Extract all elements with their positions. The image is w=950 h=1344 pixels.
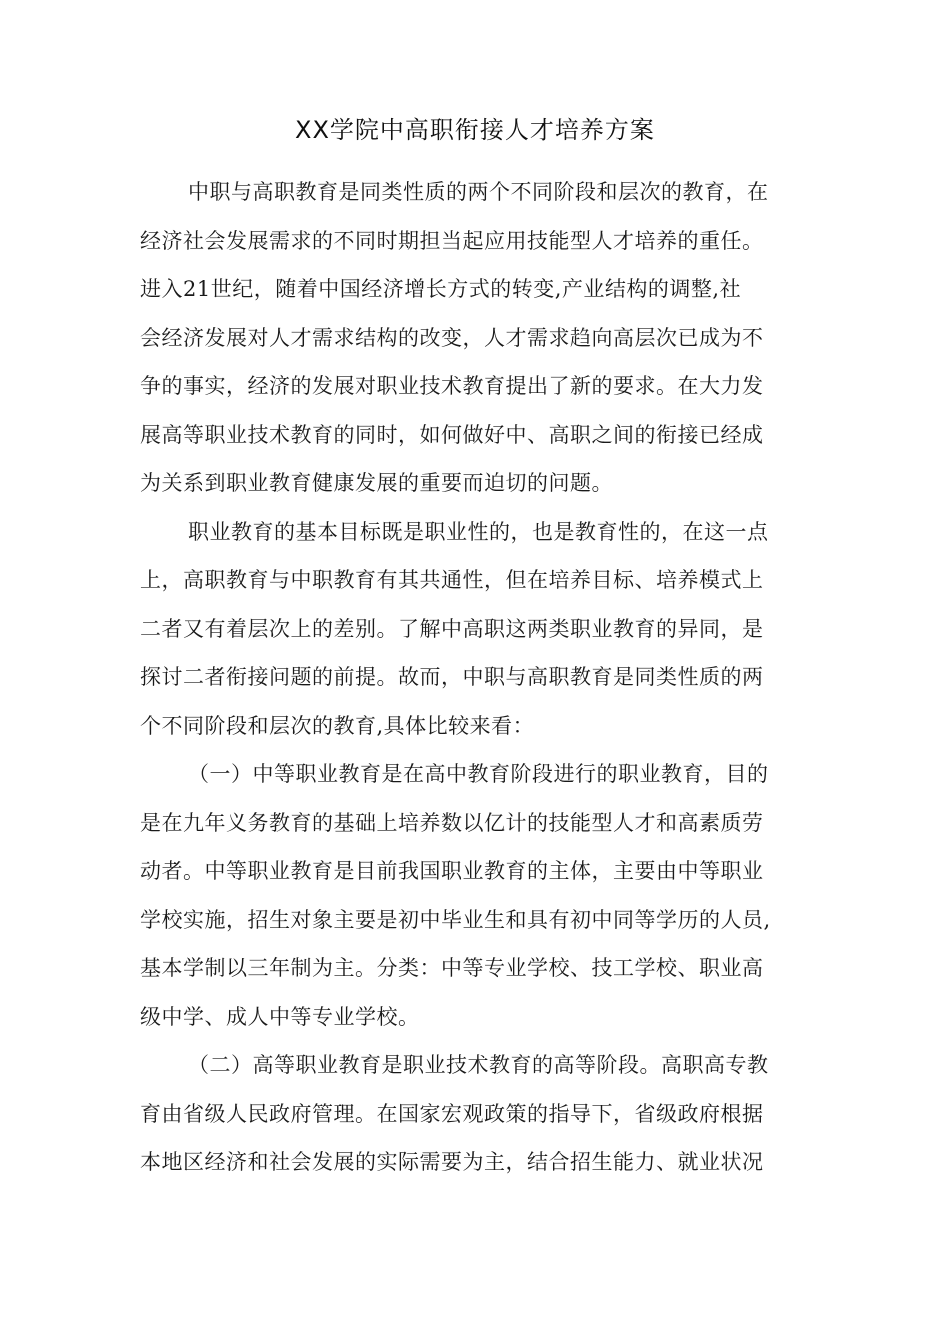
paragraph-line: 上，高职教育与中职教育有其共通性，但在培养目标、培养模式上	[140, 568, 764, 592]
paragraph-4	[140, 1041, 830, 1187]
paragraph-line: 为关系到职业教育健康发展的重要而迫切的问题。	[140, 471, 613, 495]
paragraph-2	[140, 508, 830, 751]
paragraph-line: 基本学制以三年制为主。分类：中等专业学校、技工学校、职业高	[140, 956, 764, 980]
paragraph-line: 二者又有着层次上的差别。了解中高职这两类职业教育的异同，是	[140, 616, 764, 641]
paragraph-line: 级中学、成人中等专业学校。	[140, 1004, 420, 1029]
paragraph-line: 职业教育的基本目标既是职业性的，也是教育性的，在这一点	[188, 519, 769, 544]
paragraph-3	[140, 750, 830, 1041]
paragraph-line: 探讨二者衔接问题的前提。故而，中职与高职教育是同类性质的两	[140, 665, 764, 689]
paragraph-line: 学校实施，招生对象主要是初中毕业生和具有初中同等学历的人员,	[140, 907, 771, 932]
paragraph-line: 育由省级人民政府管理。在国家宏观政策的指导下，省级政府根据	[140, 1101, 764, 1126]
paragraph-line: 个不同阶段和层次的教育,具体比较来看：	[140, 713, 535, 738]
paragraph-line: （一）中等职业教育是在高中教育阶段进行的职业教育，目的	[188, 762, 769, 786]
paragraph-line: 展高等职业技术教育的同时，如何做好中、高职之间的衔接已经成	[140, 422, 764, 447]
paragraph-line: 动者。中等职业教育是目前我国职业教育的主体，主要由中等职业	[140, 859, 764, 883]
paragraph-line: 会经济发展对人才需求结构的改变，人才需求趋向高层次已成为不	[140, 325, 764, 350]
document-title: XX学院中高职衔接人才培养方案	[295, 116, 655, 144]
paragraph-line: 进入21世纪，随着中国经济增长方式的转变,产业结构的调整,社	[140, 277, 742, 301]
paragraph-1	[140, 168, 830, 508]
paragraph-line: 是在九年义务教育的基础上培养数以亿计的技能型人才和高素质劳	[140, 810, 764, 835]
paragraph-line: 经济社会发展需求的不同时期担当起应用技能型人才培养的重任。	[140, 228, 764, 253]
paragraph-line: 中职与高职教育是同类性质的两个不同阶段和层次的教育，在	[188, 180, 769, 204]
document-body	[140, 168, 830, 1187]
paragraph-line: 争的事实，经济的发展对职业技术教育提出了新的要求。在大力发	[140, 374, 764, 398]
paragraph-line: （二）高等职业教育是职业技术教育的高等阶段。高职高专教	[188, 1053, 769, 1077]
paragraph-line: 本地区经济和社会发展的实际需要为主，结合招生能力、就业状况	[140, 1150, 764, 1174]
